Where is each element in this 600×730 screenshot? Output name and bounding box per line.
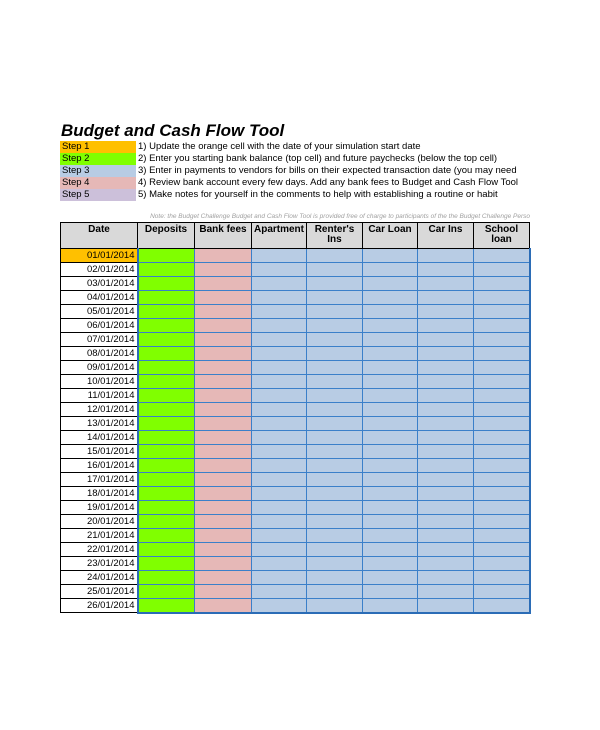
deposits-cell[interactable] — [138, 403, 195, 417]
apartment-cell[interactable] — [252, 529, 307, 543]
car-ins-cell[interactable] — [418, 557, 474, 571]
renters-ins-cell[interactable] — [307, 277, 363, 291]
deposits-cell[interactable] — [138, 431, 195, 445]
step-label-2[interactable]: Step 2 — [60, 153, 136, 165]
car-loan-cell[interactable] — [363, 249, 418, 263]
step-label-1[interactable]: Step 1 — [60, 141, 136, 153]
bank-fees-cell[interactable] — [195, 543, 252, 557]
table-body — [61, 249, 530, 613]
date-cell[interactable]: 19/01/2014 — [61, 501, 138, 515]
school-loan-cell[interactable] — [474, 417, 530, 431]
step-label-5[interactable]: Step 5 — [60, 189, 136, 201]
renters-ins-cell[interactable] — [307, 515, 363, 529]
apartment-cell[interactable] — [252, 459, 307, 473]
car-ins-cell[interactable] — [418, 585, 474, 599]
car-ins-cell[interactable] — [418, 529, 474, 543]
bank-fees-cell[interactable] — [195, 347, 252, 361]
deposits-cell[interactable] — [138, 473, 195, 487]
deposits-cell[interactable] — [138, 389, 195, 403]
car-ins-cell[interactable] — [418, 249, 474, 263]
cash-flow-table — [60, 222, 531, 614]
bank-fees-cell[interactable] — [195, 375, 252, 389]
date-cell[interactable]: 25/01/2014 — [61, 585, 138, 599]
renters-ins-cell[interactable] — [307, 305, 363, 319]
step-text-2[interactable]: 2) Enter you starting bank balance (top cell) and future paychecks (below the top cell) — [138, 153, 498, 164]
renters-ins-cell[interactable] — [307, 487, 363, 501]
date-cell[interactable]: 06/01/2014 — [61, 319, 138, 333]
school-loan-cell[interactable] — [474, 529, 530, 543]
deposits-cell[interactable] — [138, 375, 195, 389]
renters-ins-cell[interactable] — [307, 529, 363, 543]
table-row — [61, 599, 530, 613]
renters-ins-cell[interactable] — [307, 543, 363, 557]
step-text-3[interactable]: 3) Enter in payments to vendors for bills on their expected transaction date (you may need — [138, 165, 517, 176]
deposits-cell[interactable] — [138, 333, 195, 347]
table-row — [61, 515, 530, 529]
date-cell[interactable]: 24/01/2014 — [61, 571, 138, 585]
car-ins-cell[interactable] — [418, 333, 474, 347]
car-loan-cell[interactable] — [363, 291, 418, 305]
bank-fees-cell[interactable] — [195, 417, 252, 431]
car-loan-cell[interactable] — [363, 571, 418, 585]
bank-fees-cell[interactable] — [195, 431, 252, 445]
apartment-cell[interactable] — [252, 445, 307, 459]
school-loan-cell[interactable] — [474, 445, 530, 459]
car-loan-cell[interactable] — [363, 403, 418, 417]
renters-ins-cell[interactable] — [307, 361, 363, 375]
renters-ins-cell[interactable] — [307, 501, 363, 515]
renters-ins-cell[interactable] — [307, 599, 363, 613]
bank-fees-cell[interactable] — [195, 319, 252, 333]
date-cell[interactable]: 07/01/2014 — [61, 333, 138, 347]
bank-fees-cell[interactable] — [195, 585, 252, 599]
deposits-cell[interactable] — [138, 571, 195, 585]
car-loan-cell[interactable] — [363, 431, 418, 445]
car-ins-cell[interactable] — [418, 277, 474, 291]
table-row — [61, 487, 530, 501]
start-date-cell[interactable]: 01/01/2014 — [61, 249, 138, 263]
col-header-bank-fees[interactable]: Bank fees — [195, 223, 252, 249]
apartment-cell[interactable] — [252, 599, 307, 613]
apartment-cell[interactable] — [252, 473, 307, 487]
date-cell[interactable]: 16/01/2014 — [61, 459, 138, 473]
deposits-cell[interactable] — [138, 515, 195, 529]
col-header-renters-ins[interactable]: Renter's Ins — [307, 223, 363, 249]
renters-ins-cell[interactable] — [307, 319, 363, 333]
page-title: Budget and Cash Flow Tool — [61, 121, 285, 140]
apartment-cell[interactable] — [252, 431, 307, 445]
car-ins-cell[interactable] — [418, 431, 474, 445]
car-ins-cell[interactable] — [418, 473, 474, 487]
table-row — [61, 291, 530, 305]
date-cell[interactable]: 08/01/2014 — [61, 347, 138, 361]
renters-ins-cell[interactable] — [307, 249, 363, 263]
renters-ins-cell[interactable] — [307, 417, 363, 431]
car-ins-cell[interactable] — [418, 305, 474, 319]
apartment-cell[interactable] — [252, 515, 307, 529]
apartment-cell[interactable] — [252, 389, 307, 403]
school-loan-cell[interactable] — [474, 557, 530, 571]
table-row — [61, 249, 530, 263]
car-ins-cell[interactable] — [418, 403, 474, 417]
car-ins-cell[interactable] — [418, 501, 474, 515]
deposits-cell[interactable] — [138, 543, 195, 557]
school-loan-cell[interactable] — [474, 319, 530, 333]
apartment-cell[interactable] — [252, 291, 307, 305]
car-loan-cell[interactable] — [363, 361, 418, 375]
car-loan-cell[interactable] — [363, 263, 418, 277]
date-cell[interactable]: 15/01/2014 — [61, 445, 138, 459]
bank-fees-cell[interactable] — [195, 529, 252, 543]
deposits-cell[interactable] — [138, 445, 195, 459]
date-cell[interactable]: 18/01/2014 — [61, 487, 138, 501]
car-loan-cell[interactable] — [363, 473, 418, 487]
bank-fees-cell[interactable] — [195, 557, 252, 571]
date-cell[interactable]: 21/01/2014 — [61, 529, 138, 543]
apartment-cell[interactable] — [252, 277, 307, 291]
bank-fees-cell[interactable] — [195, 599, 252, 613]
school-loan-cell[interactable] — [474, 291, 530, 305]
step-text-5[interactable]: 5) Make notes for yourself in the comments to help with establishing a routine or habit — [138, 189, 498, 200]
table-row — [61, 347, 530, 361]
school-loan-cell[interactable] — [474, 599, 530, 613]
apartment-cell[interactable] — [252, 571, 307, 585]
disclaimer-note[interactable]: Note: the Budget Challenge Budget and Cash Flow Tool is provided free of charge to participants of the the Budget Challenge Perso — [150, 213, 530, 220]
car-ins-cell[interactable] — [418, 417, 474, 431]
school-loan-cell[interactable] — [474, 571, 530, 585]
deposits-cell[interactable] — [138, 417, 195, 431]
step-text-1[interactable]: 1) Update the orange cell with the date of your simulation start date — [138, 141, 421, 152]
date-cell[interactable]: 23/01/2014 — [61, 557, 138, 571]
date-cell[interactable]: 14/01/2014 — [61, 431, 138, 445]
date-cell[interactable]: 20/01/2014 — [61, 515, 138, 529]
deposits-cell[interactable] — [138, 585, 195, 599]
bank-fees-cell[interactable] — [195, 263, 252, 277]
bank-fees-cell[interactable] — [195, 501, 252, 515]
step-label-3[interactable]: Step 3 — [60, 165, 136, 177]
bank-fees-cell[interactable] — [195, 403, 252, 417]
deposits-cell[interactable] — [138, 361, 195, 375]
table-row — [61, 473, 530, 487]
step-text-4[interactable]: 4) Review bank account every few days. Add any bank fees to Budget and Cash Flow Tool — [138, 177, 519, 188]
bank-fees-cell[interactable] — [195, 571, 252, 585]
table-row — [61, 571, 530, 585]
deposits-cell[interactable] — [138, 347, 195, 361]
apartment-cell[interactable] — [252, 487, 307, 501]
school-loan-cell[interactable] — [474, 277, 530, 291]
apartment-cell[interactable] — [252, 417, 307, 431]
step-row-2 — [60, 153, 530, 165]
date-cell[interactable]: 09/01/2014 — [61, 361, 138, 375]
renters-ins-cell[interactable] — [307, 557, 363, 571]
table-row — [61, 543, 530, 557]
deposits-cell[interactable] — [138, 501, 195, 515]
car-ins-cell[interactable] — [418, 515, 474, 529]
car-loan-cell[interactable] — [363, 459, 418, 473]
deposits-cell[interactable] — [138, 557, 195, 571]
deposits-cell[interactable] — [138, 305, 195, 319]
renters-ins-cell[interactable] — [307, 403, 363, 417]
col-header-car-loan[interactable]: Car Loan — [363, 223, 418, 249]
bank-fees-cell[interactable] — [195, 473, 252, 487]
apartment-cell[interactable] — [252, 585, 307, 599]
school-loan-cell[interactable] — [474, 263, 530, 277]
table-row — [61, 333, 530, 347]
car-loan-cell[interactable] — [363, 333, 418, 347]
car-ins-cell[interactable] — [418, 347, 474, 361]
car-loan-cell[interactable] — [363, 515, 418, 529]
apartment-cell[interactable] — [252, 375, 307, 389]
school-loan-cell[interactable] — [474, 389, 530, 403]
car-ins-cell[interactable] — [418, 599, 474, 613]
apartment-cell[interactable] — [252, 333, 307, 347]
deposits-cell[interactable] — [138, 529, 195, 543]
date-cell[interactable]: 10/01/2014 — [61, 375, 138, 389]
car-ins-cell[interactable] — [418, 445, 474, 459]
car-loan-cell[interactable] — [363, 277, 418, 291]
school-loan-cell[interactable] — [474, 361, 530, 375]
bank-fees-cell[interactable] — [195, 445, 252, 459]
deposits-cell[interactable] — [138, 459, 195, 473]
header-row — [61, 223, 530, 249]
table-row — [61, 403, 530, 417]
apartment-cell[interactable] — [252, 263, 307, 277]
date-cell[interactable]: 26/01/2014 — [61, 599, 138, 613]
date-cell[interactable]: 22/01/2014 — [61, 543, 138, 557]
step-row-1 — [60, 141, 530, 153]
car-ins-cell[interactable] — [418, 459, 474, 473]
car-loan-cell[interactable] — [363, 417, 418, 431]
date-cell[interactable]: 05/01/2014 — [61, 305, 138, 319]
bank-fees-cell[interactable] — [195, 333, 252, 347]
steps-legend — [60, 141, 530, 201]
table-row — [61, 585, 530, 599]
apartment-cell[interactable] — [252, 403, 307, 417]
renters-ins-cell[interactable] — [307, 375, 363, 389]
date-cell[interactable]: 17/01/2014 — [61, 473, 138, 487]
apartment-cell[interactable] — [252, 361, 307, 375]
deposits-cell[interactable] — [138, 319, 195, 333]
table-row — [61, 417, 530, 431]
car-loan-cell[interactable] — [363, 445, 418, 459]
date-cell[interactable]: 04/01/2014 — [61, 291, 138, 305]
car-loan-cell[interactable] — [363, 585, 418, 599]
car-loan-cell[interactable] — [363, 543, 418, 557]
apartment-cell[interactable] — [252, 305, 307, 319]
step-label-4[interactable]: Step 4 — [60, 177, 136, 189]
renters-ins-cell[interactable] — [307, 389, 363, 403]
date-cell[interactable]: 02/01/2014 — [61, 263, 138, 277]
school-loan-cell[interactable] — [474, 473, 530, 487]
school-loan-cell[interactable] — [474, 501, 530, 515]
bank-fees-cell[interactable] — [195, 249, 252, 263]
car-ins-cell[interactable] — [418, 361, 474, 375]
apartment-cell[interactable] — [252, 347, 307, 361]
renters-ins-cell[interactable] — [307, 263, 363, 277]
car-ins-cell[interactable] — [418, 291, 474, 305]
table-row — [61, 375, 530, 389]
school-loan-cell[interactable] — [474, 459, 530, 473]
col-header-car-ins[interactable]: Car Ins — [418, 223, 474, 249]
bank-fees-cell[interactable] — [195, 515, 252, 529]
car-loan-cell[interactable] — [363, 557, 418, 571]
col-header-date[interactable]: Date — [61, 223, 138, 249]
bank-fees-cell[interactable] — [195, 389, 252, 403]
car-ins-cell[interactable] — [418, 375, 474, 389]
step-row-5 — [60, 189, 530, 201]
renters-ins-cell[interactable] — [307, 347, 363, 361]
table-row — [61, 501, 530, 515]
apartment-cell[interactable] — [252, 557, 307, 571]
renters-ins-cell[interactable] — [307, 571, 363, 585]
deposits-cell[interactable] — [138, 249, 195, 263]
table-row — [61, 431, 530, 445]
school-loan-cell[interactable] — [474, 585, 530, 599]
date-cell[interactable]: 12/01/2014 — [61, 403, 138, 417]
table-row — [61, 389, 530, 403]
step-row-4 — [60, 177, 530, 189]
bank-fees-cell[interactable] — [195, 305, 252, 319]
table-row — [61, 459, 530, 473]
table-row — [61, 319, 530, 333]
date-cell[interactable]: 13/01/2014 — [61, 417, 138, 431]
bank-fees-cell[interactable] — [195, 361, 252, 375]
bank-fees-cell[interactable] — [195, 277, 252, 291]
col-header-school-loan[interactable]: School loan — [474, 223, 530, 249]
car-loan-cell[interactable] — [363, 305, 418, 319]
table-row — [61, 277, 530, 291]
school-loan-cell[interactable] — [474, 431, 530, 445]
car-loan-cell[interactable] — [363, 599, 418, 613]
car-ins-cell[interactable] — [418, 263, 474, 277]
bank-fees-cell[interactable] — [195, 459, 252, 473]
apartment-cell[interactable] — [252, 543, 307, 557]
apartment-cell[interactable] — [252, 501, 307, 515]
deposits-cell[interactable] — [138, 599, 195, 613]
step-row-3 — [60, 165, 530, 177]
renters-ins-cell[interactable] — [307, 473, 363, 487]
car-ins-cell[interactable] — [418, 543, 474, 557]
date-cell[interactable]: 03/01/2014 — [61, 277, 138, 291]
table-row — [61, 361, 530, 375]
deposits-cell[interactable] — [138, 487, 195, 501]
car-ins-cell[interactable] — [418, 571, 474, 585]
apartment-cell[interactable] — [252, 249, 307, 263]
school-loan-cell[interactable] — [474, 333, 530, 347]
car-loan-cell[interactable] — [363, 501, 418, 515]
table-row — [61, 529, 530, 543]
table-row — [61, 557, 530, 571]
table-row — [61, 263, 530, 277]
col-header-deposits[interactable]: Deposits — [138, 223, 195, 249]
school-loan-cell[interactable] — [474, 305, 530, 319]
car-loan-cell[interactable] — [363, 389, 418, 403]
bank-fees-cell[interactable] — [195, 291, 252, 305]
school-loan-cell[interactable] — [474, 403, 530, 417]
renters-ins-cell[interactable] — [307, 333, 363, 347]
school-loan-cell[interactable] — [474, 347, 530, 361]
deposits-cell[interactable] — [138, 291, 195, 305]
date-cell[interactable]: 11/01/2014 — [61, 389, 138, 403]
school-loan-cell[interactable] — [474, 543, 530, 557]
car-loan-cell[interactable] — [363, 375, 418, 389]
school-loan-cell[interactable] — [474, 249, 530, 263]
deposits-cell[interactable] — [138, 277, 195, 291]
table-row — [61, 445, 530, 459]
car-ins-cell[interactable] — [418, 389, 474, 403]
renters-ins-cell[interactable] — [307, 445, 363, 459]
renters-ins-cell[interactable] — [307, 431, 363, 445]
school-loan-cell[interactable] — [474, 375, 530, 389]
renters-ins-cell[interactable] — [307, 459, 363, 473]
car-loan-cell[interactable] — [363, 529, 418, 543]
car-ins-cell[interactable] — [418, 319, 474, 333]
school-loan-cell[interactable] — [474, 515, 530, 529]
school-loan-cell[interactable] — [474, 487, 530, 501]
bank-fees-cell[interactable] — [195, 487, 252, 501]
renters-ins-cell[interactable] — [307, 291, 363, 305]
car-loan-cell[interactable] — [363, 487, 418, 501]
table-row — [61, 305, 530, 319]
renters-ins-cell[interactable] — [307, 585, 363, 599]
car-loan-cell[interactable] — [363, 347, 418, 361]
deposits-cell[interactable] — [138, 263, 195, 277]
car-loan-cell[interactable] — [363, 319, 418, 333]
apartment-cell[interactable] — [252, 319, 307, 333]
car-ins-cell[interactable] — [418, 487, 474, 501]
col-header-apartment[interactable]: Apartment — [252, 223, 307, 249]
